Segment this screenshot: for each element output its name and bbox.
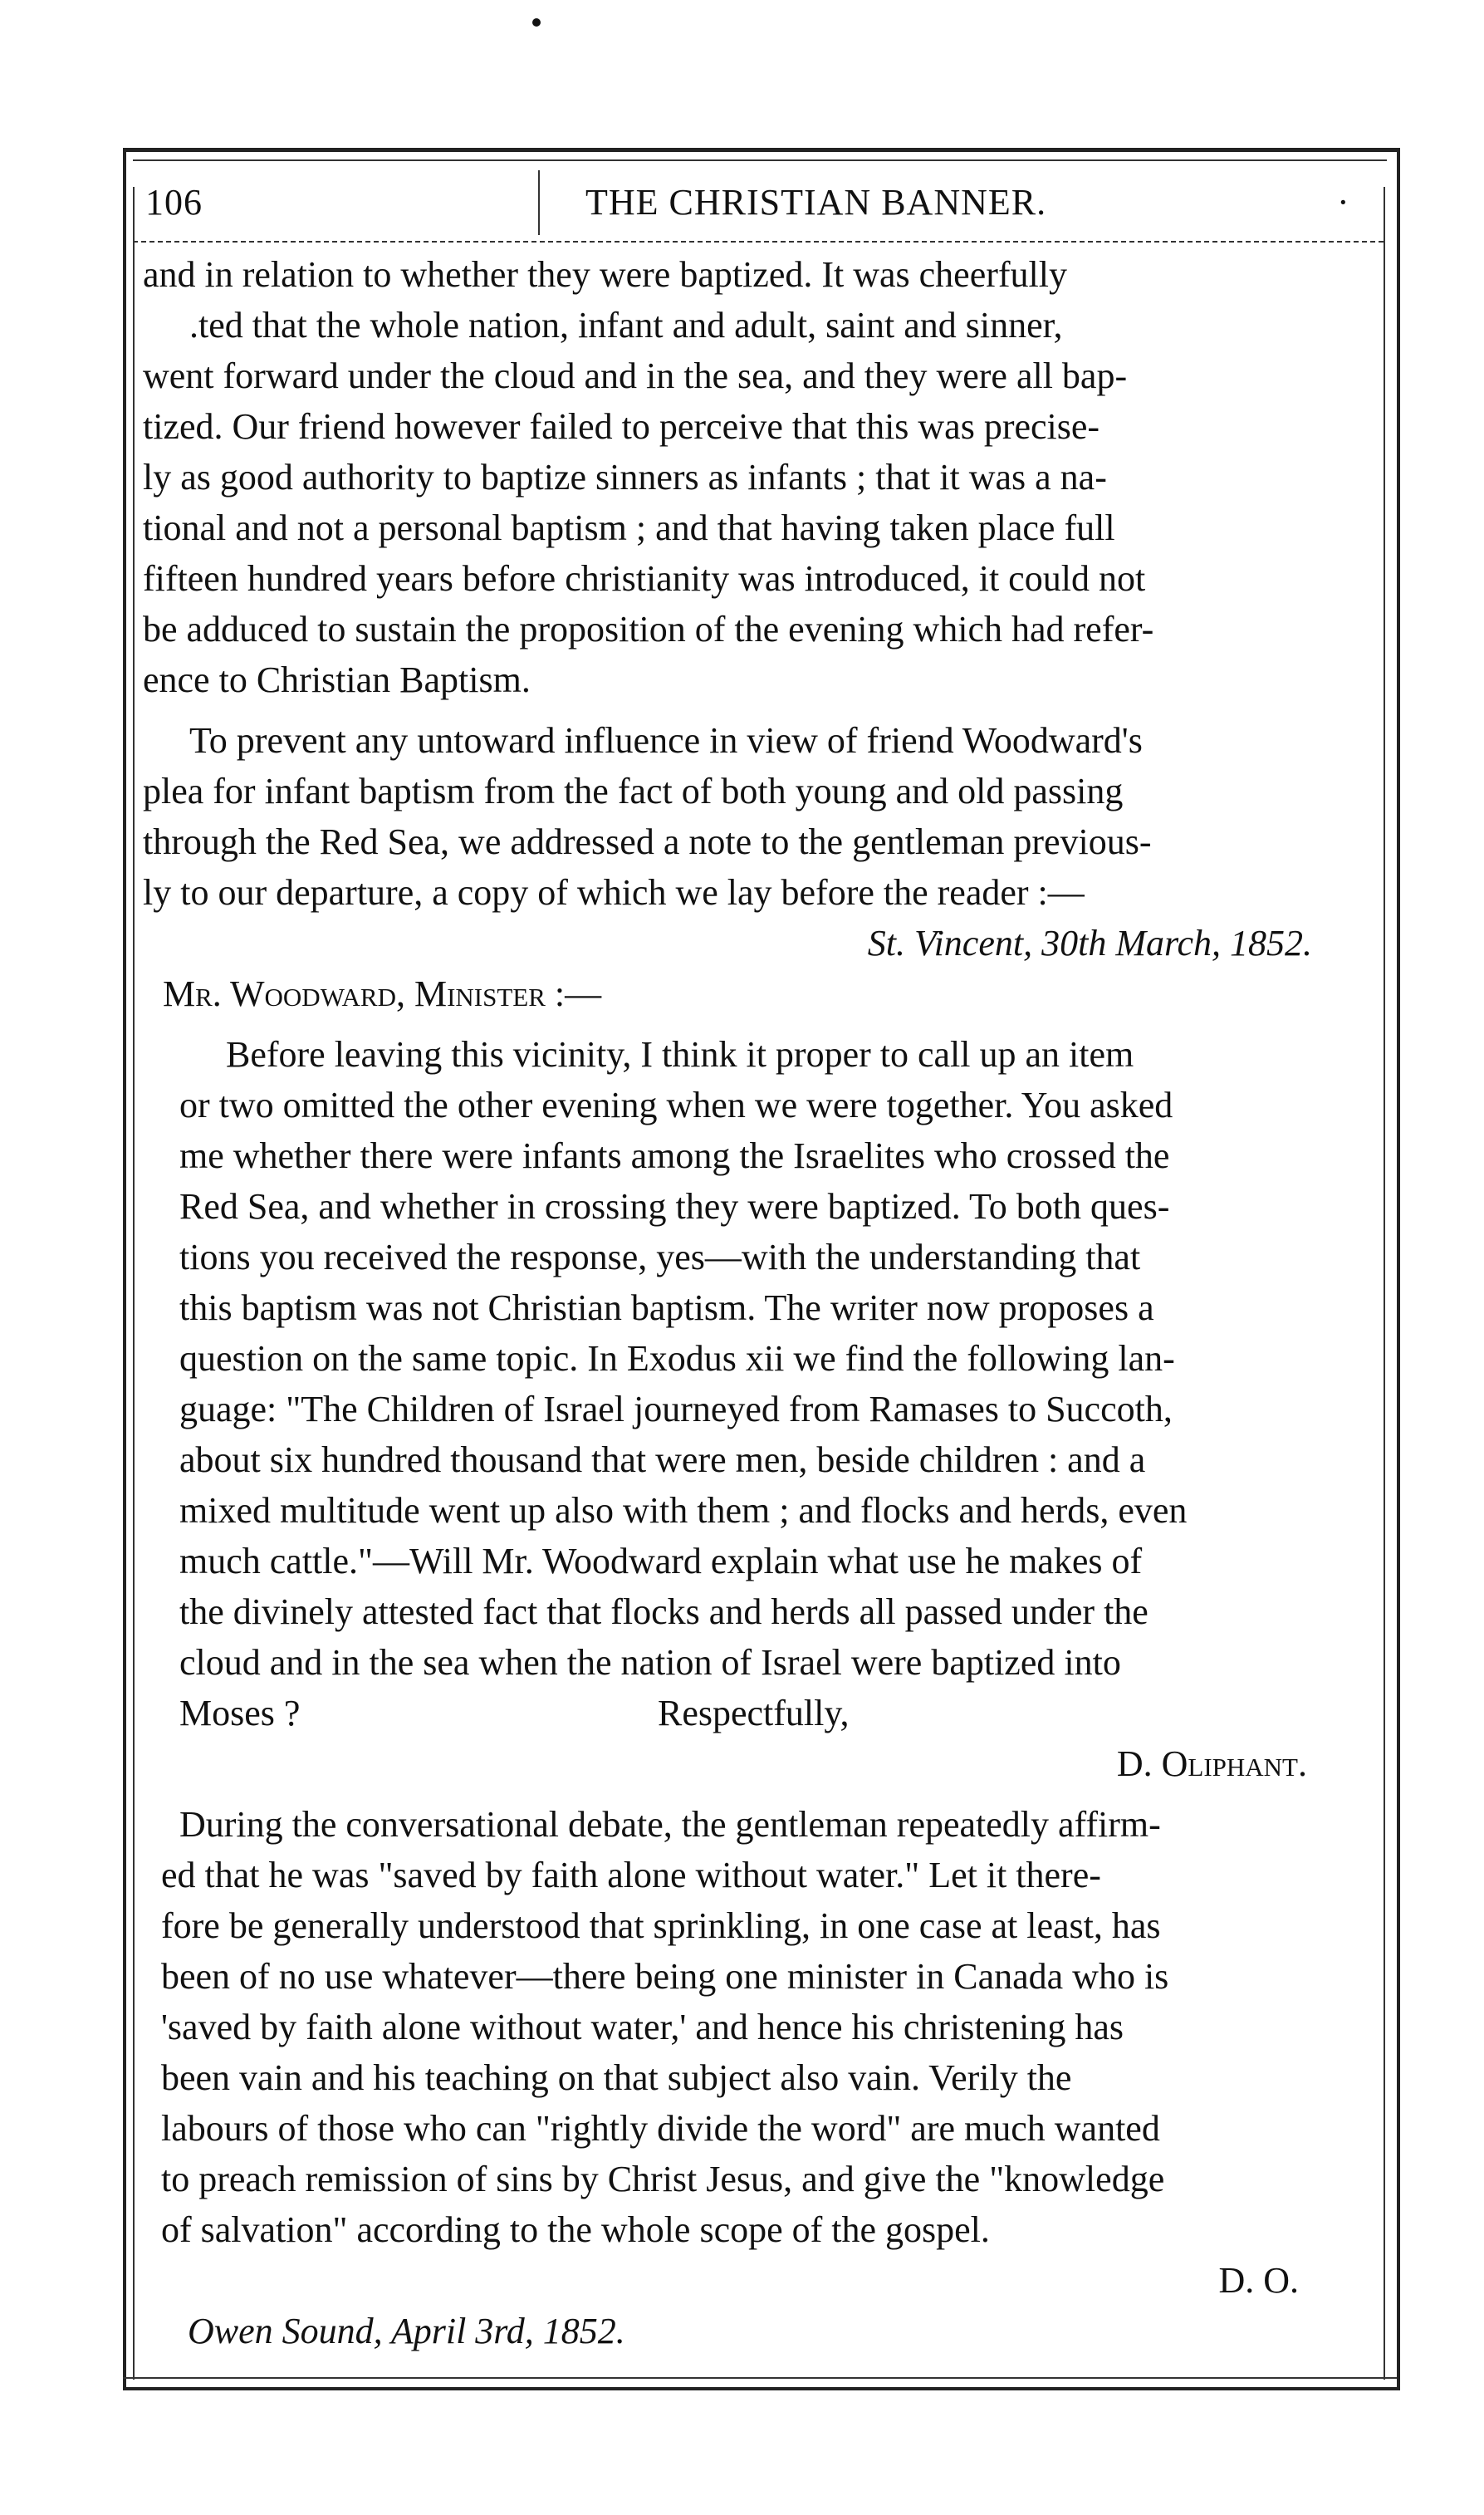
closing-signature: D. O. <box>1218 2260 1299 2301</box>
text-line: tized. Our friend however failed to perceive that this was precise- <box>143 406 1100 447</box>
text-line: question on the same topic. In Exodus xii we find the following lan- <box>179 1338 1175 1379</box>
right-inner-rule <box>1384 187 1385 2380</box>
place-date: Owen Sound, April 3rd, 1852. <box>188 2311 625 2351</box>
text-line: fifteen hundred years before christianity was introduced, it could not <box>143 558 1146 599</box>
text-line: To prevent any untoward influence in view of friend Woodward's <box>189 720 1143 761</box>
left-inner-rule <box>133 187 135 2380</box>
text-line: mixed multitude went up also with them ; and flocks and herds, even <box>179 1490 1188 1531</box>
text-line: and in relation to whether they were baptized. It was cheerfully <box>143 254 1067 295</box>
text-line: labours of those who can "rightly divide the word" are much wanted <box>161 2108 1160 2149</box>
header-rule <box>133 241 1384 243</box>
paragraph-debate <box>143 1799 1370 2255</box>
article-text <box>143 249 1370 2356</box>
text-line: 'saved by faith alone without water,' and hence his christening has <box>161 2007 1124 2047</box>
letter-dateline: St. Vincent, 30th March, 1852. <box>867 923 1312 963</box>
text-line: much cattle."—Will Mr. Woodward explain what use he makes of <box>179 1541 1143 1581</box>
journal-title: THE CHRISTIAN BANNER. <box>585 182 1047 223</box>
text-line: the divinely attested fact that flocks and herds all passed under the <box>179 1591 1149 1632</box>
letter-signature: D. Oliphant. <box>1116 1743 1307 1784</box>
text-line: cloud and in the sea when the nation of Israel were baptized into <box>179 1642 1121 1683</box>
letter-closing <box>143 1688 1370 1738</box>
text-line: ly to our departure, a copy of which we lay before the reader :— <box>143 872 1085 913</box>
closing-respectfully: Respectfully, <box>658 1693 850 1733</box>
closing-question: Moses ? <box>179 1693 301 1733</box>
text-line: of salvation" according to the whole scope of the gospel. <box>161 2209 990 2250</box>
letter-salutation: Mr. Woodward, Minister :— <box>163 973 602 1014</box>
text-line: ed that he was "saved by faith alone without water." Let it there- <box>161 1855 1101 1895</box>
bottom-border-rule <box>123 2387 1397 2390</box>
text-line: plea for infant baptism from the fact of both young and old passing <box>143 771 1124 811</box>
paragraph-baptism-argument <box>143 249 1370 705</box>
text-line: tional and not a personal baptism ; and that having taken place full <box>143 507 1115 548</box>
running-head <box>137 181 1383 228</box>
header-mark: · <box>1337 182 1350 223</box>
text-line: went forward under the cloud and in the sea, and they were all bap- <box>143 355 1128 396</box>
bottom-inner-rule <box>123 2377 1397 2379</box>
text-line: ly as good authority to baptize sinners as infants ; that it was a na- <box>143 457 1107 498</box>
text-line: been vain and his teaching on that subject also vain. Verily the <box>161 2057 1072 2098</box>
letter-body <box>143 1029 1370 1688</box>
text-line: Red Sea, and whether in crossing they were baptized. To both ques- <box>179 1186 1170 1227</box>
text-line: guage: "The Children of Israel journeyed from Ramases to Succoth, <box>179 1389 1173 1429</box>
text-line: about six hundred thousand that were men, beside children : and a <box>179 1439 1146 1480</box>
text-line: During the conversational debate, the gentleman repeatedly affirm- <box>179 1804 1161 1845</box>
text-line: or two omitted the other evening when we were together. You asked <box>179 1085 1173 1125</box>
text-line: through the Red Sea, we addressed a note to the gentleman previous- <box>143 821 1152 862</box>
text-line: this baptism was not Christian baptism. The writer now proposes a <box>179 1287 1154 1328</box>
page-number: 106 <box>145 182 203 223</box>
paragraph-note-intro <box>143 715 1370 918</box>
text-line: .ted that the whole nation, infant and adult, saint and sinner, <box>189 305 1063 346</box>
text-line: be adduced to sustain the proposition of the evening which had refer- <box>143 609 1154 650</box>
text-line: to preach remission of sins by Christ Jesus, and give the "knowledge <box>161 2159 1165 2199</box>
text-line: me whether there were infants among the Israelites who crossed the <box>179 1135 1170 1176</box>
text-line: Before leaving this vicinity, I think it proper to call up an item <box>226 1034 1134 1075</box>
text-line: ence to Christian Baptism. <box>143 659 531 700</box>
header-divider <box>538 170 540 235</box>
text-line: tions you received the response, yes—with the understanding that <box>179 1237 1141 1277</box>
text-line: been of no use whatever—there being one minister in Canada who is <box>161 1956 1169 1997</box>
stray-ink-dot <box>532 18 541 27</box>
text-line: fore be generally understood that sprinkling, in one case at least, has <box>161 1905 1161 1946</box>
